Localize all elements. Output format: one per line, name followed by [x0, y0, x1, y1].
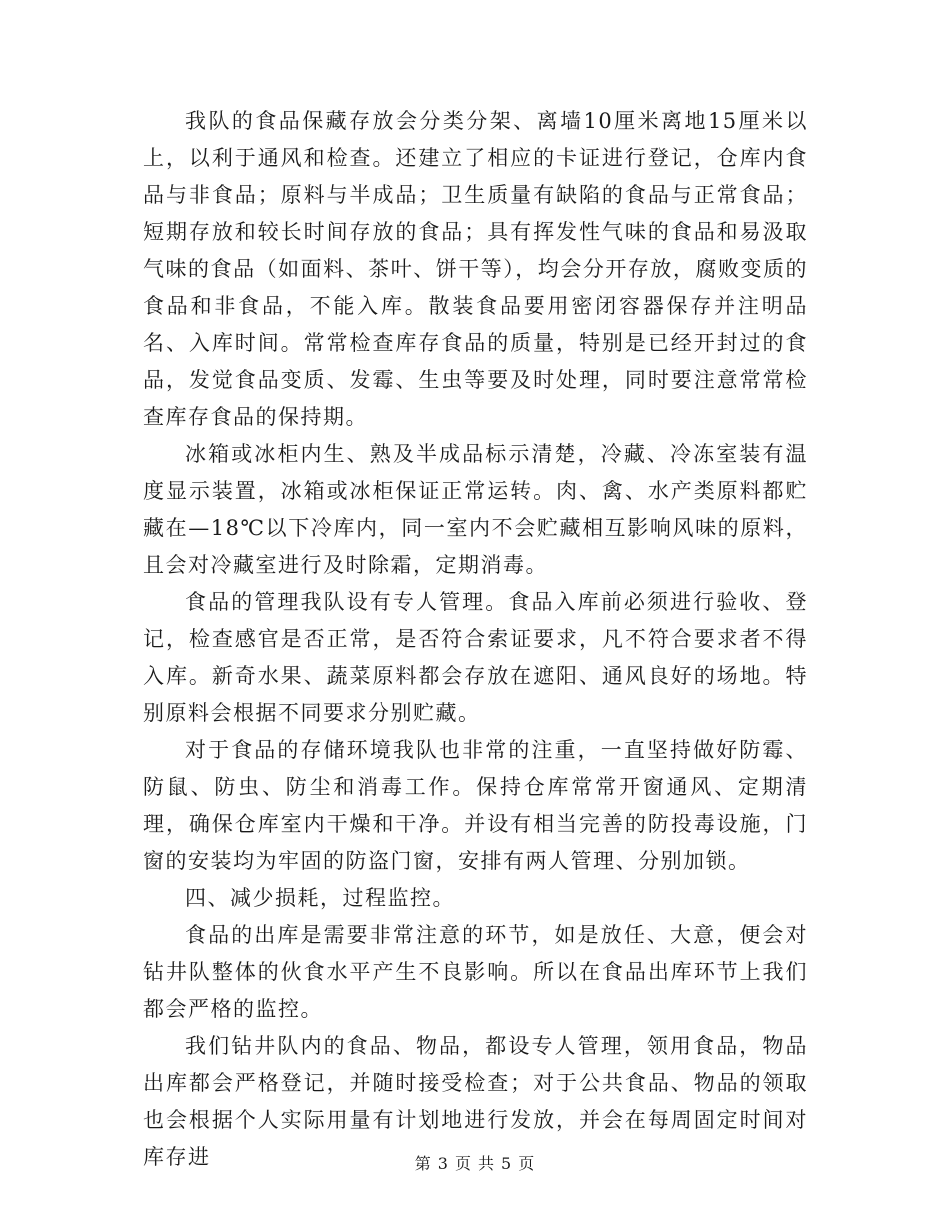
footer-mid: 页 共	[454, 1154, 496, 1173]
paragraph-environment: 对于食品的存储环境我队也非常的注重，一直坚持做好防霉、防鼠、防虫、防尘和消毒工作。保持仓库常常开窗通风、定期清理，确保仓库室内干燥和干净。并设有相当完善的防投毒设施，门窗的安装均为牢固的防盗门窗，安排有两人管理、分别加锁。	[143, 738, 808, 873]
paragraph-inventory: 我们钻井队内的食品、物品，都设专人管理，领用食品，物品出库都会严格登记，并随时接受检查；对于公共食品、物品的领取也会根据个人实际用量有计划地进行发放，并会在每周固定时间对库存进	[143, 1034, 808, 1169]
footer-total-pages: 5	[501, 1154, 513, 1173]
paragraph-storage-rules: 我队的食品保藏存放会分类分架、离墙10厘米离地15厘米以上，以利于通风和检查。还建立了相应的卡证进行登记，仓库内食品与非食品；原料与半成品；卫生质量有缺陷的食品与正常食品；短期存放和较长时间存放的食品；具有挥发性气味的食品和易汲取气味的食品（如面料、茶叶、饼干等），均会分开存放，腐败变质的食品和非食品，不能入库。散装食品要用密闭容器保存并注明品名、入库时间。常常检查库存食品的质量，特别是已经开封过的食品，发觉食品变质、发霉、生虫等要及时处理，同时要注意常常检查库存食品的保持期。	[143, 109, 808, 429]
section-heading-four: 四、减少损耗，过程监控。	[185, 886, 455, 910]
document-body	[143, 103, 808, 1176]
paragraph-refrigeration: 冰箱或冰柜内生、熟及半成品标示清楚，冷藏、冷冻室装有温度显示装置，冰箱或冰柜保证正常运转。肉、禽、水产类原料都贮藏在—18℃以下冷库内，同一室内不会贮藏相互影响风味的原料，且会对冷藏室进行及时除霜，定期消毒。	[143, 442, 808, 577]
footer-prefix: 第	[414, 1154, 432, 1173]
paragraph-management: 食品的管理我队设有专人管理。食品入库前必须进行验收、登记，检查感官是否正常，是否符合索证要求，凡不符合要求者不得入库。新奇水果、蔬菜原料都会存放在遮阳、通风良好的场地。特别原料会根据不同要求分别贮藏。	[143, 590, 808, 725]
footer-suffix: 页	[518, 1154, 536, 1173]
paragraph-outbound: 食品的出库是需要非常注意的环节，如是放任、大意，便会对钻井队整体的伙食水平产生不良影响。所以在食品出库环节上我们都会严格的监控。	[143, 923, 808, 1021]
footer-current-page: 3	[437, 1154, 449, 1173]
page-footer	[0, 1151, 950, 1174]
